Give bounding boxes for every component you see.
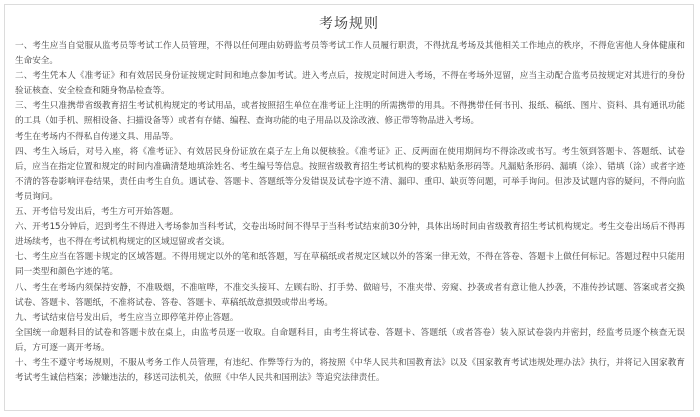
rule-9: 九、考试结束信号发出后，考生应当立即停笔并停止答题。 [15,312,239,323]
rule-1: 一、考生应当自觉服从监考员等考试工作人员管理，不得以任何理由妨碍监考员等考试工作人员履行职责，不得扰乱考场及其他相关工作地点的秩序，不得危害他人身体健康和生命安全。 [15,41,685,67]
rule-10: 十、考生不遵守考场规则，不服从考务工作人员管理，有违纪、作弊等行为的，将按照《中华人民共和国教育法》以及《国家教育考试违规处理办法》执行，并将记入国家教育考试考生诚信档案；涉嫌违法的，移送司法机关，依照《中华人民共和国刑法》等追究法律责任。 [15,357,685,384]
rule-4: 四、考生入场后，对号入座，将《准考证》、有效居民身份证放在桌子左上角以便核验。《准考证》正、反两面在使用期间均不得涂改或书写。考生领到答题卡、答题纸、试卷后，应当在指定位置和规定的时间内准确清楚地填涂姓名、考生编号等信息。按照省级教育招生考试机构的要求粘贴条形码等。凡漏贴条形码、漏填（涂）、错填（涂）或者字迹不清的答卷影响评卷结果，责任由考生自负。遇试卷、答题卡、答题纸等分发错误及试卷字迹不清、漏印、重印、缺页等问题，可举手询问。但涉及试题内容的疑问，不得向监考员询问。 [15,146,685,202]
rule-5: 五、开考信号发出后，考生方可开始答题。 [15,207,179,218]
rule-3: 三、考生只准携带省级教育招生考试机构规定的考试用品，或者按照招生单位在准考证上注明的所需携带的用具。不得携带任何书刊、报纸、稿纸、图片、资料、具有通讯功能的工具（如手机、照相设备、扫描设备等）或者有存储、编程、查询功能的电子用品以及涂改液、修正带等物品进入考场。 [15,101,685,127]
rule-3-note: 考生在考场内不得私自传递文具、用品等。 [15,131,179,142]
rules-list [5,39,693,386]
rules-panel [4,4,694,411]
rule-8: 八、考生在考场内须保持安静，不准吸烟，不准喧哗，不准交头接耳、左顾右盼、打手势、做暗号，不准夹带、旁窥、抄袭或者有意让他人抄袭，不准传抄试题、答案或者交换试卷、答题卡、答题纸，不准将试卷、答卷、答题卡、草稿纸故意损毁或带出考场。 [15,282,685,308]
rule-6: 六、开考15分钟后，迟到考生不得进入考场参加当科考试，交卷出场时间不得早于当科考试结束前30分钟，具体出场时间由省级教育招生考试机构规定。考生交卷出场后不得再进场续考，也不得在考试机构规定的区域逗留或者交谈。 [15,222,685,248]
rule-2: 二、考生凭本人《准考证》和有效居民身份证按规定时间和地点参加考试。进入考点后，按规定时间进入考场，不得在考场外逗留，应当主动配合监考员按规定对其进行的身份验证核查、安全检查和随身物品检查等。 [15,71,685,97]
page-title: 考场规则 [319,16,379,32]
rule-7: 七、考生应当在答题卡规定的区域答题。不得用规定以外的笔和纸答题，写在草稿纸或者规定区域以外的答案一律无效，不得在答卷、答题卡上做任何标记。答题过程中只能用同一类型和颜色字迹的笔。 [15,252,685,278]
rule-9-note: 全国统一命题科目的试卷和答题卡放在桌上，由监考员逐一收取。自命题科目，由考生将试卷、答题卡、答题纸（或者答卷）装入原试卷袋内并密封，经监考员逐个核查无误后，方可逐一离开考场。 [15,327,685,353]
